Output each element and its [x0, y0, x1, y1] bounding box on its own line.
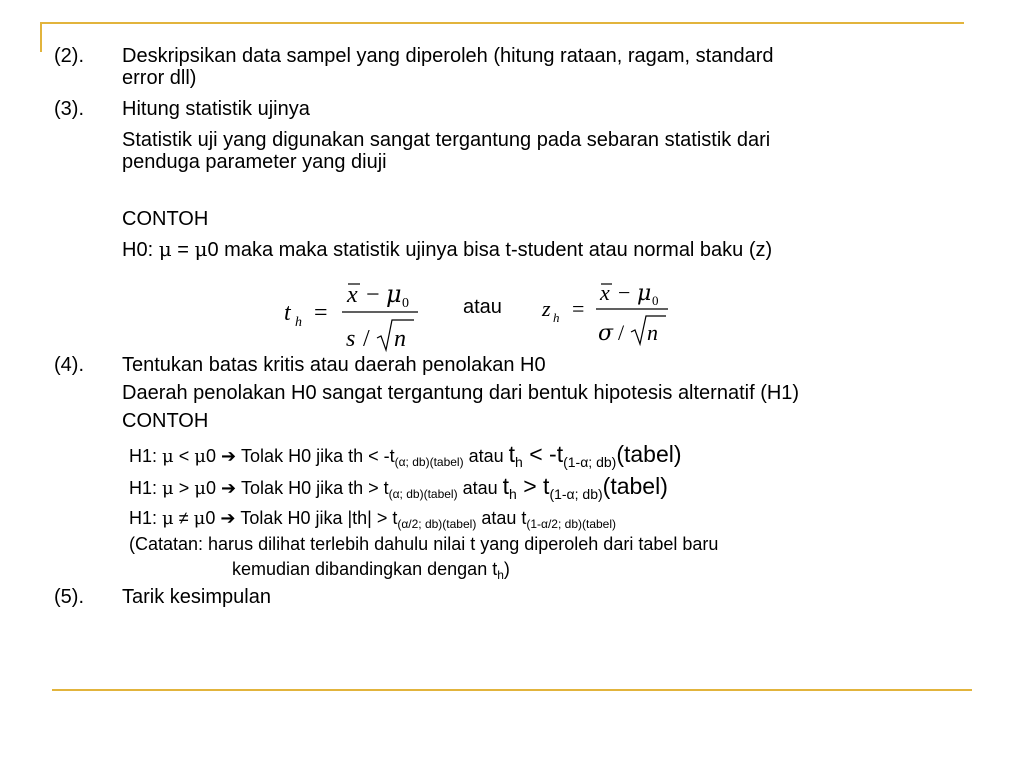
formula-z-lhs-sub: h — [553, 310, 560, 325]
subscript: (1-α; db) — [563, 454, 617, 470]
formula-t-mu: μ — [386, 280, 402, 308]
h0-prefix: H0: — [122, 239, 159, 261]
h0-statement — [122, 238, 772, 262]
formula-z-n: n — [647, 320, 658, 345]
zero: 0 — [205, 508, 221, 528]
atau-text: atau — [457, 478, 503, 498]
subscript: h — [515, 454, 523, 470]
t-statistic-formula — [280, 278, 430, 358]
formula-t-minus: − — [366, 282, 380, 308]
right-arrow-icon: ➔ — [220, 446, 237, 467]
h1-prefix: H1: — [129, 478, 163, 498]
step2-line2: error dll) — [122, 67, 197, 89]
operator: > — [173, 478, 195, 498]
step3-contoh: CONTOH — [122, 208, 209, 230]
zero: 0 — [205, 478, 221, 498]
formula-t-mu-sub: 0 — [402, 296, 409, 311]
comparison: < -t — [522, 441, 564, 467]
operator: ≠ — [173, 508, 194, 528]
subscript: h — [497, 568, 504, 582]
step2-line1: Deskripsikan data sampel yang diperoleh (hitung rataan, ragam, standard — [122, 45, 774, 67]
step5-number: (5). — [54, 586, 84, 608]
formula-z-sigma: σ — [598, 321, 614, 346]
formula-z-xbar: x — [600, 280, 610, 305]
formula-t-equals: = — [314, 300, 328, 326]
formula-z-mu: μ — [637, 281, 652, 306]
zero: 0 — [205, 446, 221, 466]
mu-symbol: μ — [194, 237, 208, 261]
step4-title: Tentukan batas kritis atau daerah penolakan H0 — [122, 354, 546, 376]
catatan-line1: (Catatan: harus dilihat terlebih dahulu nilai t yang diperoleh dari tabel baru — [129, 534, 719, 554]
step4-desc: Daerah penolakan H0 sangat tergantung dari bentuk hipotesis alternatif (H1) — [122, 382, 800, 404]
atau-text: atau t — [476, 508, 527, 528]
right-arrow-icon: ➔ — [220, 508, 236, 529]
t-symbol: t — [508, 441, 516, 467]
formula-t-lhs: t — [284, 300, 291, 326]
mu-symbol: μ — [162, 508, 174, 529]
mu-symbol: μ — [194, 478, 206, 499]
subscript: (α; db)(tabel) — [394, 455, 464, 469]
catatan-text: kemudian dibandingkan dengan t — [232, 559, 498, 579]
formula-t-slash: / — [363, 326, 370, 352]
tabel-label: (tabel) — [602, 473, 668, 499]
step3-number: (3). — [54, 98, 84, 120]
rule-text: Tolak H0 jika th < -t — [236, 446, 395, 466]
subscript: (α; db)(tabel) — [388, 487, 458, 501]
atau-text: atau — [463, 446, 509, 466]
subscript: (α/2; db)(tabel) — [397, 517, 477, 531]
h0-suffix: 0 maka maka statistik ujinya bisa t-student atau normal baku (z) — [207, 239, 773, 261]
h1-prefix: H1: — [129, 508, 163, 528]
t-symbol: t — [502, 473, 510, 499]
formula-t-n: n — [394, 326, 406, 352]
mu-symbol: μ — [158, 237, 172, 261]
step3-title: Hitung statistik ujinya — [122, 98, 310, 120]
atau-label: atau — [463, 296, 502, 318]
formula-t-xbar: x — [347, 282, 358, 308]
operator: < — [173, 446, 195, 466]
z-statistic-formula — [540, 278, 680, 348]
equals: = — [171, 239, 195, 261]
formula-z-equals: = — [572, 296, 585, 321]
step4-number: (4). — [54, 354, 84, 376]
right-arrow-icon: ➔ — [220, 478, 237, 499]
subscript: (1-α/2; db)(tabel) — [526, 517, 616, 531]
subscript: h — [509, 486, 517, 502]
step3-desc-line2: penduga parameter yang diuji — [122, 151, 387, 173]
catatan-line2 — [232, 558, 510, 587]
formula-t-lhs-sub: h — [295, 315, 302, 330]
step3-desc-line1: Statistik uji yang digunakan sangat tergantung pada sebaran statistik dari — [122, 129, 771, 151]
left-rule — [40, 22, 42, 52]
mu-symbol: μ — [193, 508, 206, 529]
rule-text: Tolak H0 jika th > t — [236, 478, 389, 498]
mu-symbol: μ — [162, 478, 174, 499]
formula-z-minus: − — [618, 280, 631, 305]
comparison: > t — [516, 473, 550, 499]
h1-prefix: H1: — [129, 446, 163, 466]
mu-symbol: μ — [162, 446, 174, 467]
step4-contoh: CONTOH — [122, 410, 209, 432]
top-rule — [40, 22, 964, 24]
formula-t-s: s — [346, 326, 356, 352]
tabel-label: (tabel) — [616, 441, 682, 467]
formula-z-slash: / — [618, 320, 625, 345]
formula-z-mu-sub: 0 — [652, 293, 659, 308]
h1-less-than-row — [129, 443, 682, 474]
h1-not-equal-row — [129, 507, 616, 536]
bottom-rule — [52, 689, 972, 691]
mu-symbol: μ — [194, 446, 206, 467]
formula-z-lhs: z — [542, 296, 551, 321]
rule-text: Tolak H0 jika |th| > t — [235, 508, 398, 528]
step2-number: (2). — [54, 45, 84, 67]
subscript: (1-α; db) — [549, 486, 603, 502]
closing-paren: ) — [503, 559, 510, 579]
step5-title: Tarik kesimpulan — [122, 586, 271, 608]
h1-greater-than-row — [129, 475, 668, 506]
